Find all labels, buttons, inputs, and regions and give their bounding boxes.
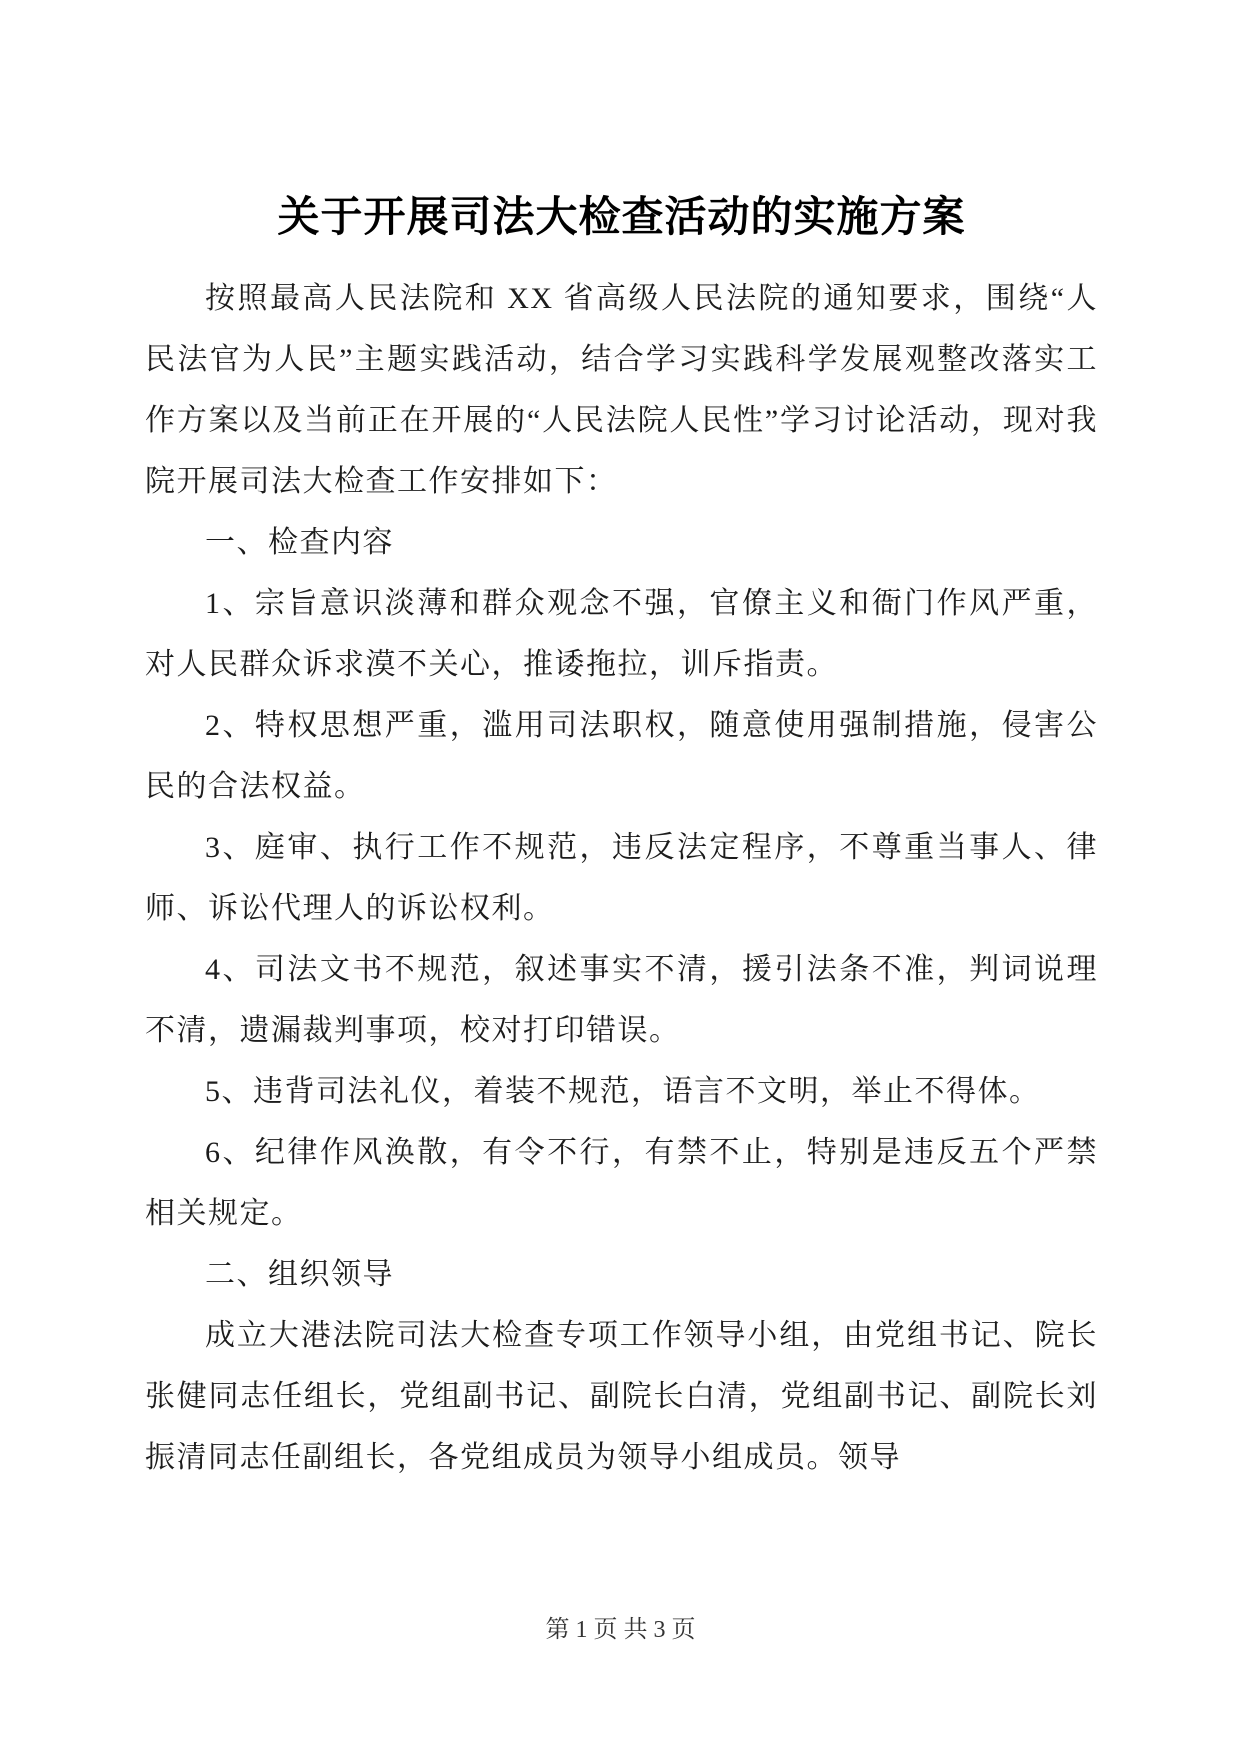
inspection-item-6: 6、纪律作风涣散，有令不行，有禁不止，特别是违反五个严禁相关规定。 xyxy=(145,1136,1098,1230)
section-heading-organization-leadership: 二、组织领导 xyxy=(205,1258,394,1291)
inspection-item-3: 3、庭审、执行工作不规范，违反法定程序，不尊重当事人、律师、诉讼代理人的诉讼权利。 xyxy=(145,831,1098,925)
page-number: 第 1 页 共 3 页 xyxy=(545,1617,696,1643)
leadership-paragraph: 成立大港法院司法大检查专项工作领导小组，由党组书记、院长张健同志任组长，党组副书记、副院长白清，党组副书记、副院长刘振清同志任副组长，各党组成员为领导小组成员。领导 xyxy=(145,1319,1098,1474)
document-content xyxy=(145,186,1098,1488)
document-title: 关于开展司法大检查活动的实施方案 xyxy=(277,195,966,241)
inspection-item-5: 5、违背司法礼仪，着装不规范，语言不文明，举止不得体。 xyxy=(205,1075,1041,1108)
section-heading-inspection-content: 一、检查内容 xyxy=(205,526,394,559)
inspection-item-1: 1、宗旨意识淡薄和群众观念不强，官僚主义和衙门作风严重，对人民群众诉求漠不关心，推诿拖拉，训斥指责。 xyxy=(145,587,1098,681)
document-body xyxy=(145,268,1098,1488)
inspection-item-2: 2、特权思想严重，滥用司法职权，随意使用强制措施，侵害公民的合法权益。 xyxy=(145,709,1098,803)
inspection-item-4: 4、司法文书不规范，叙述事实不清，援引法条不准，判词说理不清，遗漏裁判事项，校对打印错误。 xyxy=(145,953,1098,1047)
intro-paragraph: 按照最高人民法院和 XX 省高级人民法院的通知要求，围绕“人民法官为人民”主题实践活动，结合学习实践科学发展观整改落实工作方案以及当前正在开展的“人民法院人民性”学习讨论活动，现对我院开展司法大检查工作安排如下： xyxy=(145,282,1098,498)
